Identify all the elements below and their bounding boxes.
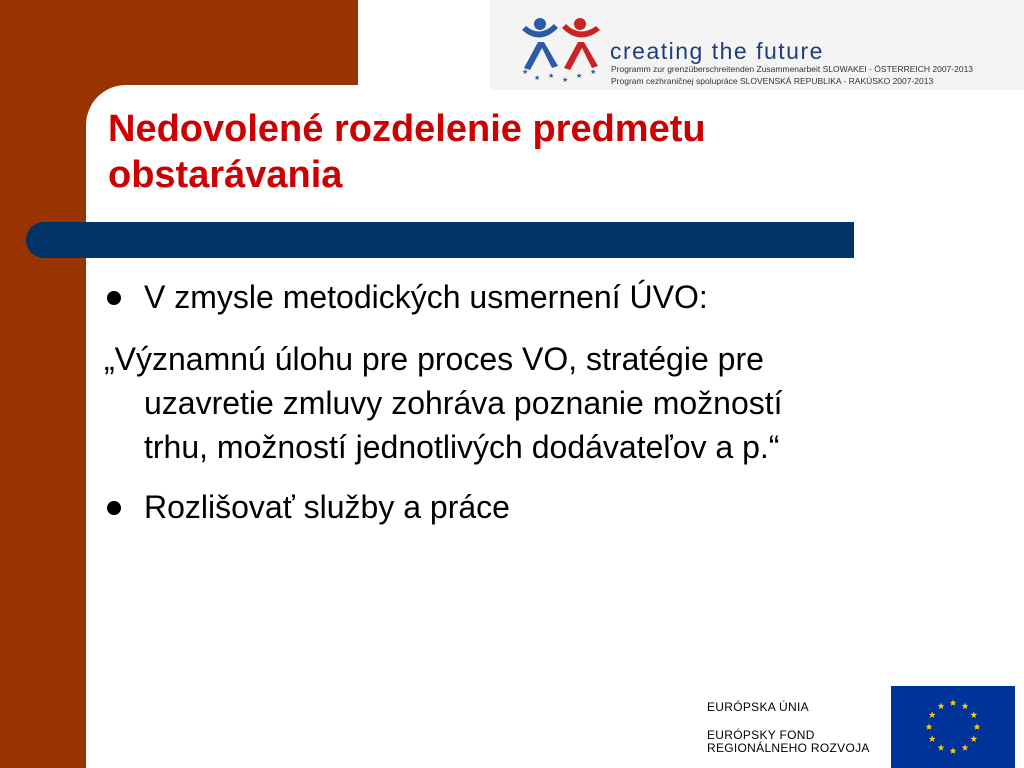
program-name-de: Programm zur grenzüberschreitenden Zusammenarbeit SLOWAKEI - ÖSTERREICH 2007-2013 (611, 64, 974, 74)
slide-title-line1: Nedovolené rozdelenie predmetu (108, 108, 706, 150)
title-divider-bar (26, 222, 854, 258)
svg-text:★: ★ (534, 74, 541, 82)
slide-title-line2: obstarávania (108, 154, 343, 196)
bullet-dot (107, 501, 121, 515)
svg-text:★: ★ (590, 68, 597, 76)
eu-label-regional: REGIONÁLNEHO ROZVOJA (707, 741, 870, 755)
bullet-dot (107, 291, 121, 305)
bullet-text: Rozlišovať služby a práce (144, 489, 510, 525)
bullet-text: V zmysle metodických usmernení ÚVO: (144, 279, 708, 315)
slide-title (108, 106, 868, 198)
eu-flag-icon (891, 686, 1015, 768)
svg-text:★: ★ (548, 72, 555, 80)
quote-paragraph (104, 337, 964, 469)
eu-label-union: EURÓPSKA ÚNIA (707, 700, 809, 714)
quote-line-3: trhu, možností jednotlivých dodávateľov a p.“ (144, 429, 780, 465)
svg-text:★: ★ (562, 76, 569, 84)
two-figures-logo-icon (518, 16, 608, 84)
svg-text:★: ★ (522, 68, 529, 76)
logo-tagline: creating the future (610, 38, 824, 64)
program-name-sk: Program cezhraničnej spolupráce SLOVENSKÁ REPUBLIKA - RAKÚSKO 2007-2013 (611, 76, 934, 86)
quote-line-1: „Významnú úlohu pre proces VO, stratégie pre (104, 341, 764, 377)
eu-label-fund: EURÓPSKY FOND (707, 728, 815, 742)
quote-line-2: uzavretie zmluvy zohráva poznanie možností (144, 385, 783, 421)
svg-text:★: ★ (576, 72, 583, 80)
